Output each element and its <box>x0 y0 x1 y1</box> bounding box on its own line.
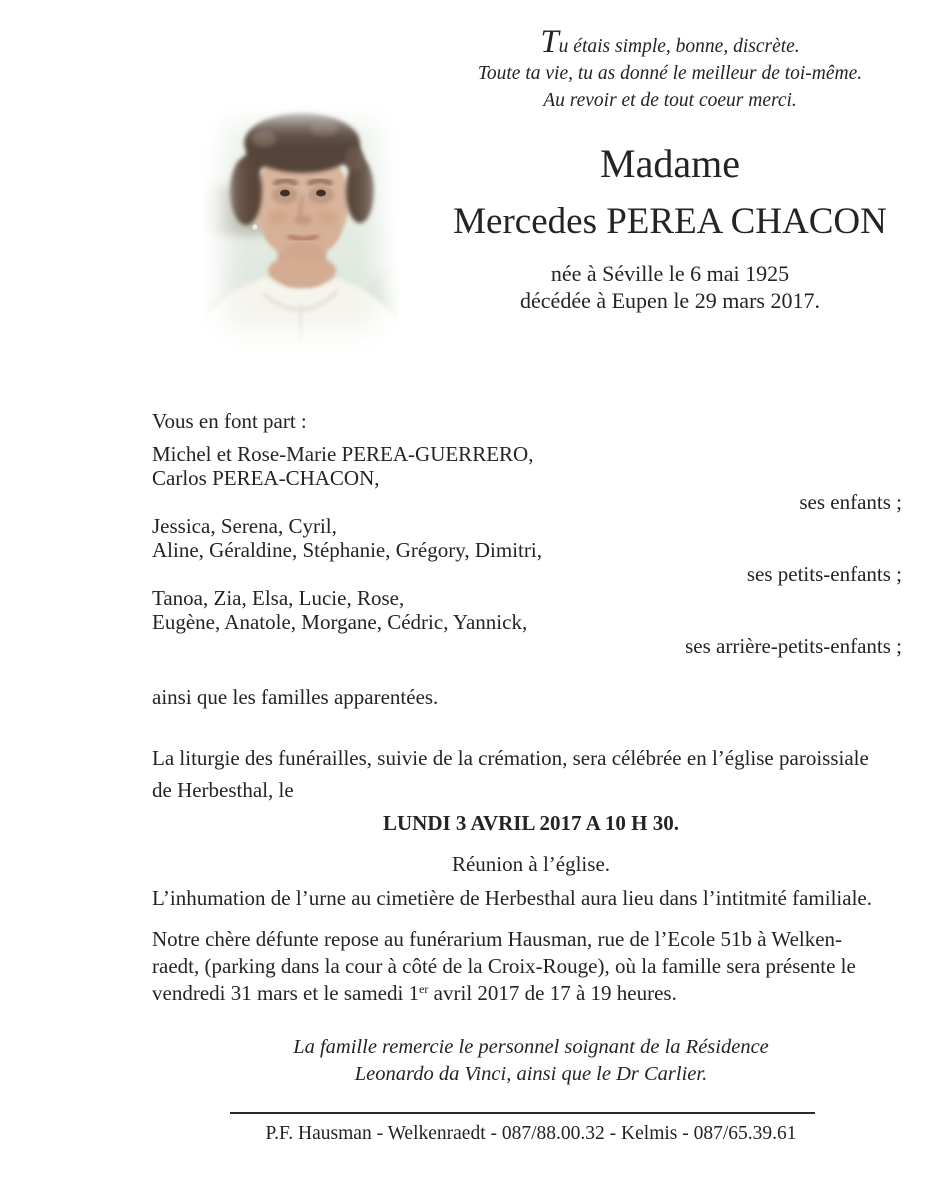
portrait-image <box>204 99 399 351</box>
deceased-name: Mercedes PEREA CHACON <box>453 201 887 242</box>
epitaph-line-1 <box>420 24 920 60</box>
epitaph <box>420 24 920 114</box>
ordinal-superscript: er <box>419 982 429 996</box>
visitation-line-3-text-end: avril 2017 de 17 à 19 heures. <box>428 981 677 1005</box>
visitation-line-1: Notre chère défunte repose au funérarium Hausman, rue de l’Ecole 51b à Welken- <box>152 927 843 951</box>
visitation-line-2: raedt, (parking dans la cour à côté de la Croix-Rouge), où la famille sera présente le <box>152 954 856 978</box>
deceased-title: Madame <box>600 141 740 186</box>
name-line: Aline, Géraldine, Stéphanie, Grégory, Dimitri, <box>152 538 542 562</box>
name-line: Carlos PEREA-CHACON, <box>152 466 380 490</box>
name-line: Jessica, Serena, Cyril, <box>152 514 337 538</box>
deceased-head <box>420 140 920 314</box>
death-line: décédée à Eupen le 29 mars 2017. <box>520 288 820 313</box>
footer-text: P.F. Hausman - Welkenraedt - 087/88.00.32 - Kelmis - 087/65.39.61 <box>265 1123 797 1144</box>
relation-label: ses petits-enfants ; <box>746 562 902 586</box>
announcement-intro: Vous en font part : <box>152 409 307 433</box>
epitaph-initial: T <box>540 24 559 60</box>
ceremony-datetime: LUNDI 3 AVRIL 2017 A 10 H 30. <box>382 811 679 835</box>
thanks-line-1: La famille remercie le personnel soignant de la Résidence <box>293 1036 769 1058</box>
name-line: Michel et Rose-Marie PEREA-GUERRERO, <box>152 442 534 466</box>
thanks-paragraph <box>152 1034 910 1088</box>
visitation-line-3 <box>152 980 910 1010</box>
visitation-paragraph <box>152 926 910 1010</box>
liturgy-line-1: La liturgie des funérailles, suivie de la crémation, sera célébrée en l’église paroissiale <box>152 746 869 770</box>
birth-line: née à Séville le 6 mai 1925 <box>550 261 790 286</box>
liturgy-paragraph <box>152 742 910 806</box>
family-names-list <box>152 442 910 658</box>
name-line: Tanoa, Zia, Elsa, Lucie, Rose, <box>152 586 405 610</box>
relation-label: ses enfants ; <box>799 490 902 514</box>
thanks-line-2: Leonardo da Vinci, ainsi que le Dr Carlier. <box>354 1063 708 1085</box>
epitaph-line-2: Toute ta vie, tu as donné le meilleur de toi-même. <box>477 63 863 84</box>
footer-rule <box>230 1112 815 1114</box>
inhumation-line: L’inhumation de l’urne au cimetière de Herbesthal aura lieu dans l’intitmité familiale. <box>152 886 872 910</box>
portrait-photo <box>204 99 399 351</box>
liturgy-line-2: de Herbesthal, le <box>152 778 294 802</box>
epitaph-line-1-text: u étais simple, bonne, discrète. <box>558 36 800 57</box>
families-line: ainsi que les familles apparentées. <box>152 685 439 709</box>
epitaph-line-3: Au revoir et de tout coeur merci. <box>543 90 797 111</box>
visitation-line-3-text: vendredi 31 mars et le samedi 1 <box>152 981 420 1005</box>
church-meeting-line: Réunion à l’église. <box>451 852 611 876</box>
announcement-body <box>152 408 910 1088</box>
name-line: Eugène, Anatole, Morgane, Cédric, Yannick, <box>152 610 528 634</box>
relation-label: ses arrière-petits-enfants ; <box>685 634 902 658</box>
